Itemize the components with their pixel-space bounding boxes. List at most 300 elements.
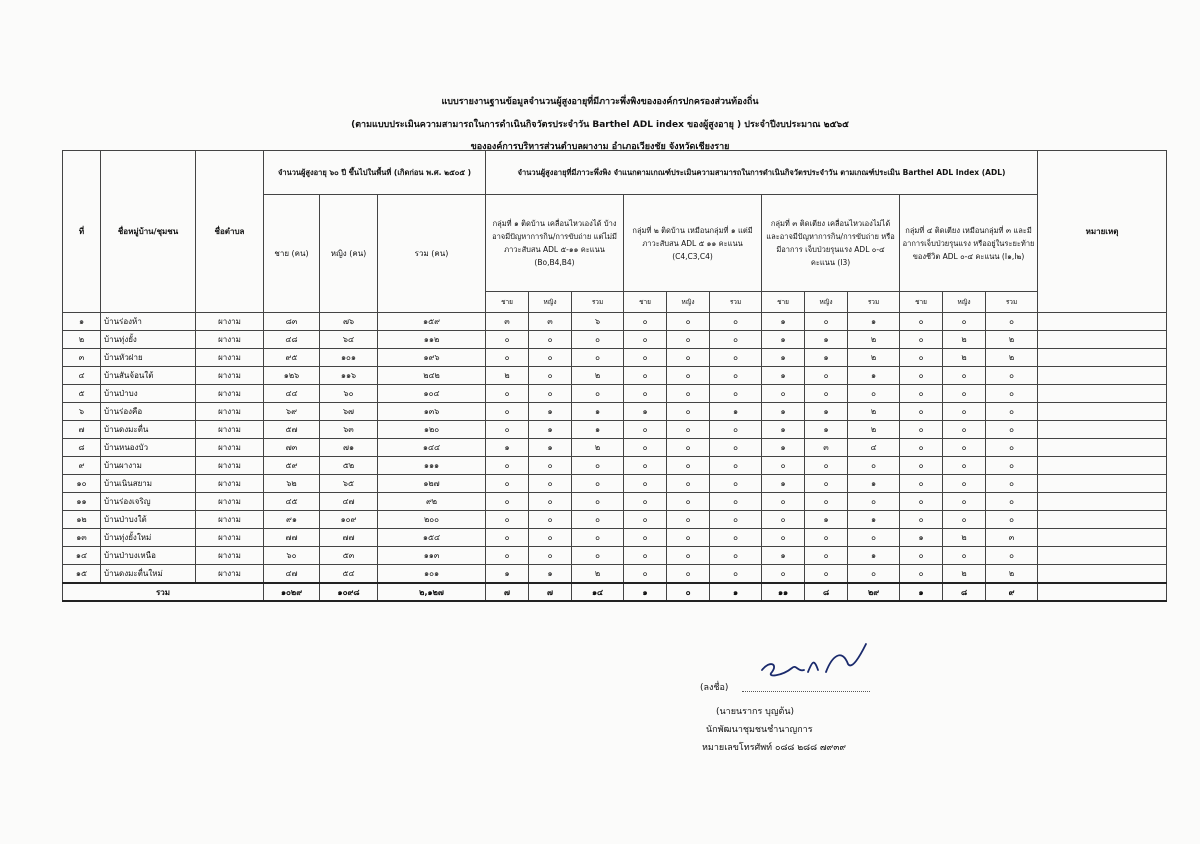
row-g3-total: ๒ (848, 421, 900, 439)
row-g3-male: ๐ (762, 565, 805, 584)
report-organization: ขององค์การบริหารส่วนตำบลผางาม อำเภอเวียงชัย จังหวัดเชียงราย (470, 142, 730, 152)
row-g1-total: ๐ (572, 529, 624, 547)
report-title: แบบรายงานฐานข้อมูลจำนวนผู้สูงอายุที่มีภาวะพึ่งพิงขององค์กรปกครองส่วนท้องถิ่น (441, 97, 759, 107)
row-g3-total: ๑ (848, 313, 900, 331)
table-row (63, 511, 1167, 529)
row-g4-total: ๐ (986, 403, 1038, 421)
elderly-dependency-table (62, 150, 1167, 602)
row-g1-total: ๐ (572, 493, 624, 511)
table-row (63, 421, 1167, 439)
row-female: ๗๖ (320, 313, 378, 331)
header-group-1: กลุ่มที่ ๑ ติดบ้าน เคลื่อนไหวเองได้ บ้างอาจมีปัญหาการกิน/การขับถ่าย แต่ไม่มีภาวะสับสน ADL ๕-๑๑ คะแนน (Bo,B4,B4) (486, 195, 624, 292)
row-g1-female: ๑ (529, 439, 572, 457)
row-g2-male: ๐ (624, 511, 667, 529)
row-no: ๕ (63, 385, 101, 403)
row-male: ๑๒๖ (264, 367, 320, 385)
row-g2-total: ๐ (710, 313, 762, 331)
row-g1-male: ๓ (486, 313, 529, 331)
row-g1-male: ๐ (486, 475, 529, 493)
row-g4-female: ๐ (943, 511, 986, 529)
table-row (63, 475, 1167, 493)
row-remark (1038, 547, 1167, 565)
row-g3-male: ๐ (762, 511, 805, 529)
row-remark (1038, 439, 1167, 457)
row-g3-male: ๑ (762, 403, 805, 421)
row-g2-female: ๐ (667, 511, 710, 529)
row-g3-male: ๑ (762, 547, 805, 565)
row-subdistrict: ผางาม (196, 403, 264, 421)
row-female: ๗๑ (320, 439, 378, 457)
sub-female: หญิง (943, 292, 986, 313)
row-g2-male: ๐ (624, 457, 667, 475)
total-female: ๑๐๙๘ (320, 583, 378, 601)
row-g2-female: ๐ (667, 313, 710, 331)
row-g3-female: ๑ (805, 511, 848, 529)
row-g2-female: ๐ (667, 565, 710, 584)
row-subdistrict: ผางาม (196, 511, 264, 529)
row-g4-total: ๒ (986, 349, 1038, 367)
row-g1-female: ๑ (529, 421, 572, 439)
row-g2-total: ๐ (710, 457, 762, 475)
row-g4-total: ๐ (986, 367, 1038, 385)
row-total: ๑๒๐ (378, 421, 486, 439)
row-g2-female: ๐ (667, 403, 710, 421)
row-g4-total: ๐ (986, 511, 1038, 529)
row-g2-total: ๐ (710, 547, 762, 565)
row-g1-total: ๒ (572, 367, 624, 385)
row-g4-total: ๐ (986, 547, 1038, 565)
row-g1-female: ๐ (529, 367, 572, 385)
row-g1-male: ๒ (486, 367, 529, 385)
header-group-3: กลุ่มที่ ๓ ติดเตียง เคลื่อนไหวเองไม่ได้ และอาจมีปัญหาการกิน/การขับถ่าย หรือมีอาการ เจ็บป่วยรุนแรง ADL ๐-๔ คะแนน (I3) (762, 195, 900, 292)
row-total: ๒๐๐ (378, 511, 486, 529)
signature-line (742, 691, 870, 692)
row-g4-female: ๐ (943, 421, 986, 439)
row-g3-male: ๐ (762, 529, 805, 547)
sub-female: หญิง (805, 292, 848, 313)
row-total: ๑๑๓ (378, 547, 486, 565)
row-remark (1038, 313, 1167, 331)
row-g4-total: ๓ (986, 529, 1038, 547)
row-g3-total: ๐ (848, 457, 900, 475)
row-village: บ้านทุ่งยั้งใหม่ (101, 529, 196, 547)
row-remark (1038, 475, 1167, 493)
table-row (63, 313, 1167, 331)
row-g4-female: ๒ (943, 529, 986, 547)
row-g3-female: ๐ (805, 367, 848, 385)
row-g2-male: ๐ (624, 331, 667, 349)
row-g1-total: ๐ (572, 457, 624, 475)
row-g3-male: ๑ (762, 439, 805, 457)
total-row (63, 583, 1167, 601)
row-g4-total: ๐ (986, 439, 1038, 457)
row-village: บ้านหัวฝาย (101, 349, 196, 367)
row-village: บ้านร่องคือ (101, 403, 196, 421)
row-g3-female: ๓ (805, 439, 848, 457)
row-subdistrict: ผางาม (196, 493, 264, 511)
row-g4-male: ๐ (900, 547, 943, 565)
row-g3-total: ๐ (848, 565, 900, 584)
row-g2-male: ๐ (624, 349, 667, 367)
row-g1-male: ๐ (486, 511, 529, 529)
row-male: ๔๘ (264, 331, 320, 349)
row-g4-male: ๐ (900, 457, 943, 475)
row-subdistrict: ผางาม (196, 349, 264, 367)
header-total: รวม (คน) (378, 195, 486, 313)
row-g4-male: ๐ (900, 565, 943, 584)
row-g4-female: ๐ (943, 493, 986, 511)
row-g3-female: ๐ (805, 529, 848, 547)
row-g4-male: ๐ (900, 313, 943, 331)
row-no: ๑๔ (63, 547, 101, 565)
row-g4-male: ๐ (900, 367, 943, 385)
row-female: ๑๐๑ (320, 349, 378, 367)
handwritten-signature (752, 636, 872, 690)
row-g1-female: ๐ (529, 475, 572, 493)
row-g1-male: ๐ (486, 403, 529, 421)
row-g3-male: ๐ (762, 493, 805, 511)
row-g2-male: ๐ (624, 475, 667, 493)
row-g2-total: ๐ (710, 331, 762, 349)
row-g4-female: ๒ (943, 349, 986, 367)
row-g4-female: ๐ (943, 439, 986, 457)
row-g3-total: ๑ (848, 475, 900, 493)
row-total: ๙๒ (378, 493, 486, 511)
row-g4-total: ๐ (986, 475, 1038, 493)
row-g3-female: ๐ (805, 385, 848, 403)
sub-male: ชาย (624, 292, 667, 313)
signer-position: นักพัฒนาชุมชนชำนาญการ (706, 725, 813, 735)
row-g4-female: ๒ (943, 331, 986, 349)
sign-label: (ลงชื่อ) (700, 683, 729, 693)
header-group-4: กลุ่มที่ ๔ ติดเตียง เหมือนกลุ่มที่ ๓ และมีอาการเจ็บป่วยรุนแรง หรืออยู่ในระยะท้ายของชีวิต ADL ๐-๔ คะแนน (I๑,I๒) (900, 195, 1038, 292)
row-total: ๑๔๔ (378, 439, 486, 457)
table-row (63, 349, 1167, 367)
row-g2-male: ๐ (624, 439, 667, 457)
total-g1-total: ๑๔ (572, 583, 624, 601)
row-g2-total: ๐ (710, 367, 762, 385)
row-female: ๕๓ (320, 547, 378, 565)
row-g3-female: ๐ (805, 547, 848, 565)
row-g1-female: ๐ (529, 529, 572, 547)
row-remark (1038, 385, 1167, 403)
table-row (63, 385, 1167, 403)
row-g3-female: ๑ (805, 349, 848, 367)
row-village: บ้านร่องห้า (101, 313, 196, 331)
row-g4-female: ๐ (943, 313, 986, 331)
row-g4-male: ๐ (900, 403, 943, 421)
row-no: ๒ (63, 331, 101, 349)
total-g4-male: ๑ (900, 583, 943, 601)
row-g4-male: ๐ (900, 331, 943, 349)
row-village: บ้านป่าบง (101, 385, 196, 403)
row-male: ๙๕ (264, 349, 320, 367)
row-male: ๔๗ (264, 565, 320, 584)
row-total: ๑๑๒ (378, 331, 486, 349)
header-remark: หมายเหตุ (1038, 151, 1167, 313)
row-no: ๑๑ (63, 493, 101, 511)
row-total: ๒๔๒ (378, 367, 486, 385)
row-g3-female: ๐ (805, 457, 848, 475)
row-remark (1038, 331, 1167, 349)
row-male: ๘๓ (264, 313, 320, 331)
row-female: ๖๕ (320, 475, 378, 493)
row-no: ๓ (63, 349, 101, 367)
row-subdistrict: ผางาม (196, 475, 264, 493)
row-village: บ้านหนองบัว (101, 439, 196, 457)
row-subdistrict: ผางาม (196, 385, 264, 403)
table-row (63, 367, 1167, 385)
total-g1-female: ๗ (529, 583, 572, 601)
row-female: ๕๔ (320, 565, 378, 584)
row-village: บ้านป่าบงเหนือ (101, 547, 196, 565)
row-g4-total: ๒ (986, 565, 1038, 584)
row-g2-total: ๐ (710, 565, 762, 584)
row-g4-male: ๐ (900, 385, 943, 403)
row-g1-male: ๐ (486, 385, 529, 403)
header-no: ที่ (63, 151, 101, 313)
table-row (63, 529, 1167, 547)
row-g3-male: ๐ (762, 457, 805, 475)
row-g2-male: ๐ (624, 529, 667, 547)
row-g3-female: ๐ (805, 565, 848, 584)
table-row (63, 457, 1167, 475)
row-male: ๗๓ (264, 439, 320, 457)
row-total: ๑๐๔ (378, 385, 486, 403)
table-row (63, 331, 1167, 349)
row-g3-male: ๑ (762, 421, 805, 439)
row-female: ๖๔ (320, 331, 378, 349)
row-g2-female: ๐ (667, 547, 710, 565)
row-g2-male: ๐ (624, 313, 667, 331)
total-g3-total: ๒๙ (848, 583, 900, 601)
row-remark (1038, 349, 1167, 367)
row-g2-male: ๐ (624, 547, 667, 565)
row-g1-total: ๐ (572, 349, 624, 367)
row-male: ๗๗ (264, 529, 320, 547)
row-g2-male: ๐ (624, 367, 667, 385)
row-g3-male: ๑ (762, 475, 805, 493)
row-g3-total: ๔ (848, 439, 900, 457)
row-g4-total: ๐ (986, 493, 1038, 511)
row-total: ๑๕๔ (378, 529, 486, 547)
sub-male: ชาย (900, 292, 943, 313)
row-subdistrict: ผางาม (196, 547, 264, 565)
row-g2-total: ๐ (710, 385, 762, 403)
row-g3-male: ๑ (762, 367, 805, 385)
row-g1-male: ๐ (486, 421, 529, 439)
row-remark (1038, 403, 1167, 421)
row-g1-male: ๐ (486, 331, 529, 349)
row-village: บ้านร่องเจริญ (101, 493, 196, 511)
row-no: ๑๐ (63, 475, 101, 493)
row-male: ๕๗ (264, 421, 320, 439)
table-body (63, 313, 1167, 584)
row-total: ๑๙๖ (378, 349, 486, 367)
sub-total: รวม (986, 292, 1038, 313)
row-g4-male: ๑ (900, 529, 943, 547)
row-g4-total: ๐ (986, 457, 1038, 475)
sub-total: รวม (710, 292, 762, 313)
row-subdistrict: ผางาม (196, 529, 264, 547)
row-g1-total: ๒ (572, 439, 624, 457)
row-g1-total: ๑ (572, 403, 624, 421)
row-g2-female: ๐ (667, 349, 710, 367)
report-subtitle: (ตามแบบประเมินความสามารถในการดำเนินกิจวัตรประจำวัน Barthel ADL index ของผู้สูงอายุ ) ประจำปีงบประมาณ ๒๕๖๕ (351, 120, 849, 130)
row-total: ๑๑๑ (378, 457, 486, 475)
row-g3-total: ๒ (848, 331, 900, 349)
total-g1-male: ๗ (486, 583, 529, 601)
row-g4-total: ๒ (986, 331, 1038, 349)
row-g1-male: ๑ (486, 439, 529, 457)
row-male: ๕๙ (264, 457, 320, 475)
row-village: บ้านดงมะตื่น (101, 421, 196, 439)
row-remark (1038, 457, 1167, 475)
row-g4-female: ๐ (943, 475, 986, 493)
total-g4-total: ๙ (986, 583, 1038, 601)
row-g1-male: ๐ (486, 493, 529, 511)
row-g2-total: ๑ (710, 403, 762, 421)
row-g1-total: ๒ (572, 565, 624, 584)
row-g2-female: ๐ (667, 439, 710, 457)
row-g2-female: ๐ (667, 529, 710, 547)
row-g2-male: ๐ (624, 493, 667, 511)
row-g1-female: ๑ (529, 565, 572, 584)
row-male: ๔๔ (264, 385, 320, 403)
row-g4-female: ๐ (943, 403, 986, 421)
row-g1-female: ๐ (529, 511, 572, 529)
row-g3-female: ๑ (805, 331, 848, 349)
row-g1-total: ๖ (572, 313, 624, 331)
row-subdistrict: ผางาม (196, 313, 264, 331)
row-male: ๖๙ (264, 403, 320, 421)
table-row (63, 493, 1167, 511)
row-g3-male: ๑ (762, 313, 805, 331)
row-g1-female: ๐ (529, 385, 572, 403)
row-g1-female: ๐ (529, 349, 572, 367)
row-g2-female: ๐ (667, 385, 710, 403)
row-g2-male: ๐ (624, 565, 667, 584)
row-g4-male: ๐ (900, 349, 943, 367)
row-g3-total: ๐ (848, 529, 900, 547)
row-g2-male: ๐ (624, 385, 667, 403)
row-no: ๙ (63, 457, 101, 475)
row-g1-female: ๐ (529, 493, 572, 511)
row-female: ๑๑๖ (320, 367, 378, 385)
row-g3-female: ๐ (805, 313, 848, 331)
row-g3-total: ๑ (848, 511, 900, 529)
total-total: ๒,๑๒๗ (378, 583, 486, 601)
row-female: ๑๐๙ (320, 511, 378, 529)
row-total: ๑๐๑ (378, 565, 486, 584)
row-female: ๗๗ (320, 529, 378, 547)
row-remark (1038, 511, 1167, 529)
sub-female: หญิง (667, 292, 710, 313)
row-total: ๑๕๙ (378, 313, 486, 331)
row-g4-female: ๐ (943, 385, 986, 403)
row-male: ๔๕ (264, 493, 320, 511)
row-g1-female: ๐ (529, 547, 572, 565)
row-g1-female: ๓ (529, 313, 572, 331)
sub-total: รวม (572, 292, 624, 313)
row-village: บ้านทุ่งยั้ง (101, 331, 196, 349)
row-g3-male: ๑ (762, 331, 805, 349)
row-g2-total: ๐ (710, 493, 762, 511)
row-remark (1038, 421, 1167, 439)
row-remark (1038, 565, 1167, 584)
row-g4-total: ๐ (986, 385, 1038, 403)
row-g2-male: ๐ (624, 421, 667, 439)
row-g3-male: ๑ (762, 349, 805, 367)
row-g3-total: ๐ (848, 385, 900, 403)
row-g4-male: ๐ (900, 493, 943, 511)
row-subdistrict: ผางาม (196, 439, 264, 457)
row-no: ๔ (63, 367, 101, 385)
signer-phone: หมายเลขโทรศัพท์ ๐๘๘ ๒๘๘ ๗๙๓๙ (702, 743, 846, 753)
row-g3-total: ๒ (848, 403, 900, 421)
row-remark (1038, 529, 1167, 547)
row-g2-female: ๐ (667, 493, 710, 511)
row-g1-total: ๐ (572, 331, 624, 349)
row-village: บ้านผางาม (101, 457, 196, 475)
row-g1-total: ๐ (572, 475, 624, 493)
row-male: ๖๐ (264, 547, 320, 565)
row-g4-female: ๐ (943, 457, 986, 475)
row-g1-female: ๐ (529, 457, 572, 475)
row-total: ๑๓๖ (378, 403, 486, 421)
row-g4-female: ๒ (943, 565, 986, 584)
row-g3-female: ๑ (805, 421, 848, 439)
header-group-2: กลุ่มที่ ๒ ติดบ้าน เหมือนกลุ่มที่ ๑ แต่มีภาวะสับสน ADL ๕ ๑๑ คะแนน (C4,C3,C4) (624, 195, 762, 292)
row-g3-total: ๑ (848, 367, 900, 385)
row-no: ๘ (63, 439, 101, 457)
row-g1-total: ๐ (572, 385, 624, 403)
total-g2-total: ๑ (710, 583, 762, 601)
signer-name: (นายนรากร บุญต้น) (716, 707, 795, 717)
row-g4-male: ๐ (900, 475, 943, 493)
row-no: ๗ (63, 421, 101, 439)
table-row (63, 547, 1167, 565)
total-g4-female: ๘ (943, 583, 986, 601)
row-village: บ้านป่าบงใต้ (101, 511, 196, 529)
total-male: ๑๐๒๙ (264, 583, 320, 601)
header-subdistrict: ชื่อตำบล (196, 151, 264, 313)
row-g1-male: ๐ (486, 529, 529, 547)
row-g2-total: ๐ (710, 511, 762, 529)
row-g1-female: ๑ (529, 403, 572, 421)
row-g3-female: ๑ (805, 403, 848, 421)
row-g3-total: ๑ (848, 547, 900, 565)
row-g3-male: ๐ (762, 385, 805, 403)
table-row (63, 439, 1167, 457)
row-female: ๖๗ (320, 403, 378, 421)
sub-male: ชาย (486, 292, 529, 313)
row-g2-total: ๐ (710, 529, 762, 547)
row-g2-total: ๐ (710, 421, 762, 439)
sub-female: หญิง (529, 292, 572, 313)
row-g1-female: ๐ (529, 331, 572, 349)
table-row (63, 565, 1167, 584)
row-g2-total: ๐ (710, 439, 762, 457)
row-subdistrict: ผางาม (196, 457, 264, 475)
row-remark (1038, 367, 1167, 385)
row-no: ๑ (63, 313, 101, 331)
row-g2-female: ๐ (667, 331, 710, 349)
row-g1-male: ๐ (486, 349, 529, 367)
row-g2-female: ๐ (667, 367, 710, 385)
row-village: บ้านสันจ้อนใต้ (101, 367, 196, 385)
sub-total: รวม (848, 292, 900, 313)
